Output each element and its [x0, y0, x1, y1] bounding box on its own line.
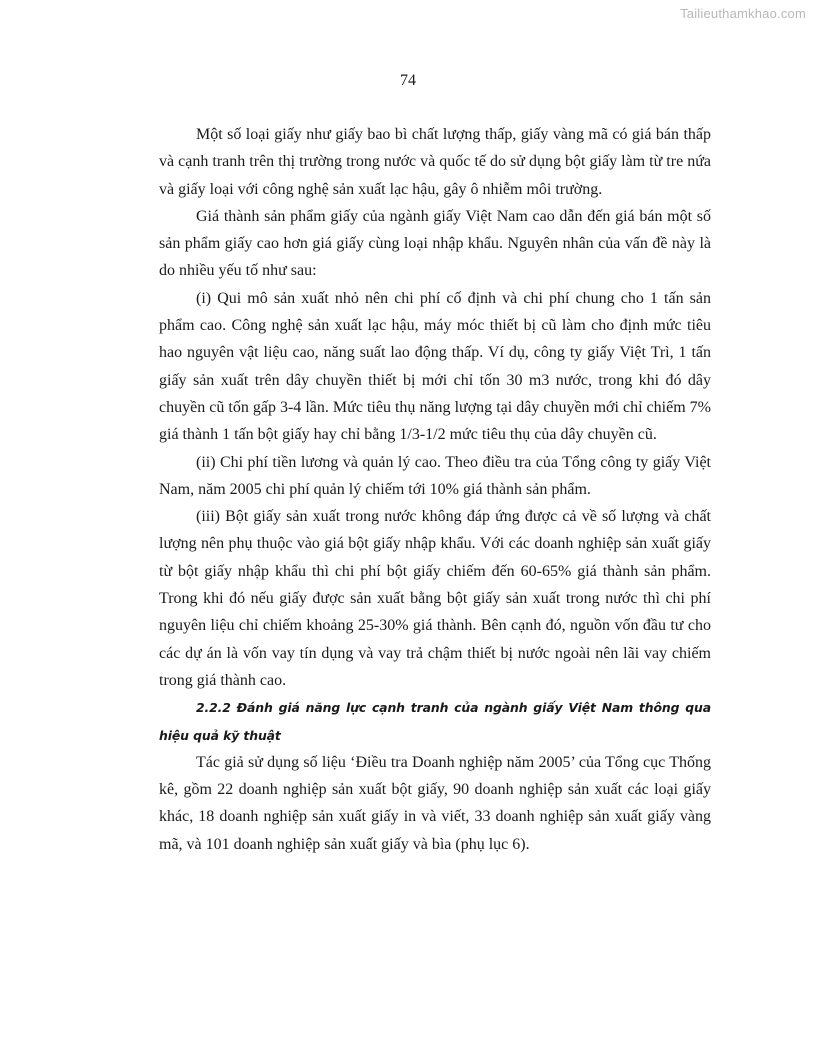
paragraph-reason-scale: (i) Qui mô sản xuất nhỏ nên chi phí cố định và chi phí chung cho 1 tấn sản phẩm cao. Công nghệ sản xuất lạc hậu, máy móc thiết bị cũ làm cho định mức tiêu hao nguyên vật liệu cao, năng suất lao động thấp. Ví dụ, công ty giấy Việt Trì, 1 tấn giấy sản xuất trên dây chuyền thiết bị mới chỉ tốn 30 m3 nước, trong khi đó dây chuyền cũ tốn gấp 3-4 lần. Mức tiêu thụ năng lượng tại dây chuyền mới chỉ chiếm 7% giá thành 1 tấn bột giấy hay chỉ bằng 1/3-1/2 mức tiêu thụ của dây chuyền cũ. — [159, 289, 711, 444]
paragraph-data-source: Tác giả sử dụng số liệu ‘Điều tra Doanh nghiệp năm 2005’ của Tổng cục Thống kê, gồm 22 doanh nghiệp sản xuất bột giấy, 90 doanh nghiệp sản xuất các loại giấy khác, 18 doanh nghiệp sản xuất giấy in và viết, 33 doanh nghiệp sản xuất giấy vàng mã, và 101 doanh nghiệp sản xuất giấy và bìa (phụ lục 6). — [159, 753, 711, 853]
watermark: Tailieuthamkhao.com — [680, 6, 806, 21]
section-heading: 2.2.2 Đánh giá năng lực cạnh tranh của ngành giấy Việt Nam thông qua hiệu quả kỹ thuật — [159, 700, 711, 743]
document-body — [159, 121, 711, 858]
paragraph-reason-pulp: (iii) Bột giấy sản xuất trong nước không đáp ứng được cả về số lượng và chất lượng nên phụ thuộc vào giá bột giấy nhập khẩu. Với các doanh nghiệp sản xuất giấy từ bột giấy nhập khẩu thì chi phí bột giấy chiếm đến 60-65% giá thành sản phẩm. Trong khi đó nếu giấy được sản xuất bằng bột giấy sản xuất trong nước thì chi phí nguyên liệu chỉ chiếm khoảng 25-30% giá thành. Bên cạnh đó, nguồn vốn đầu tư cho các dự án là vốn vay tín dụng và vay trả chậm thiết bị nước ngoài nên lãi vay chiếm trong giá thành cao. — [159, 508, 711, 689]
page-number: 74 — [400, 72, 416, 89]
paragraph-paper-types: Một số loại giấy như giấy bao bì chất lượng thấp, giấy vàng mã có giá bán thấp và cạnh tranh trên thị trường trong nước và quốc tế do sử dụng bột giấy làm từ tre nứa và giấy loại với công nghệ sản xuất lạc hậu, gây ô nhiễm môi trường. — [159, 126, 711, 198]
paragraph-reason-wages: (ii) Chi phí tiền lương và quản lý cao. Theo điều tra của Tổng công ty giấy Việt Nam, năm 2005 chi phí quản lý chiếm tới 10% giá thành sản phẩm. — [159, 453, 711, 498]
paragraph-production-cost: Giá thành sản phẩm giấy của ngành giấy Việt Nam cao dẫn đến giá bán một số sản phẩm giấy cao hơn giá giấy cùng loại nhập khẩu. Nguyên nhân của vấn đề này là do nhiều yếu tố như sau: — [159, 207, 711, 280]
